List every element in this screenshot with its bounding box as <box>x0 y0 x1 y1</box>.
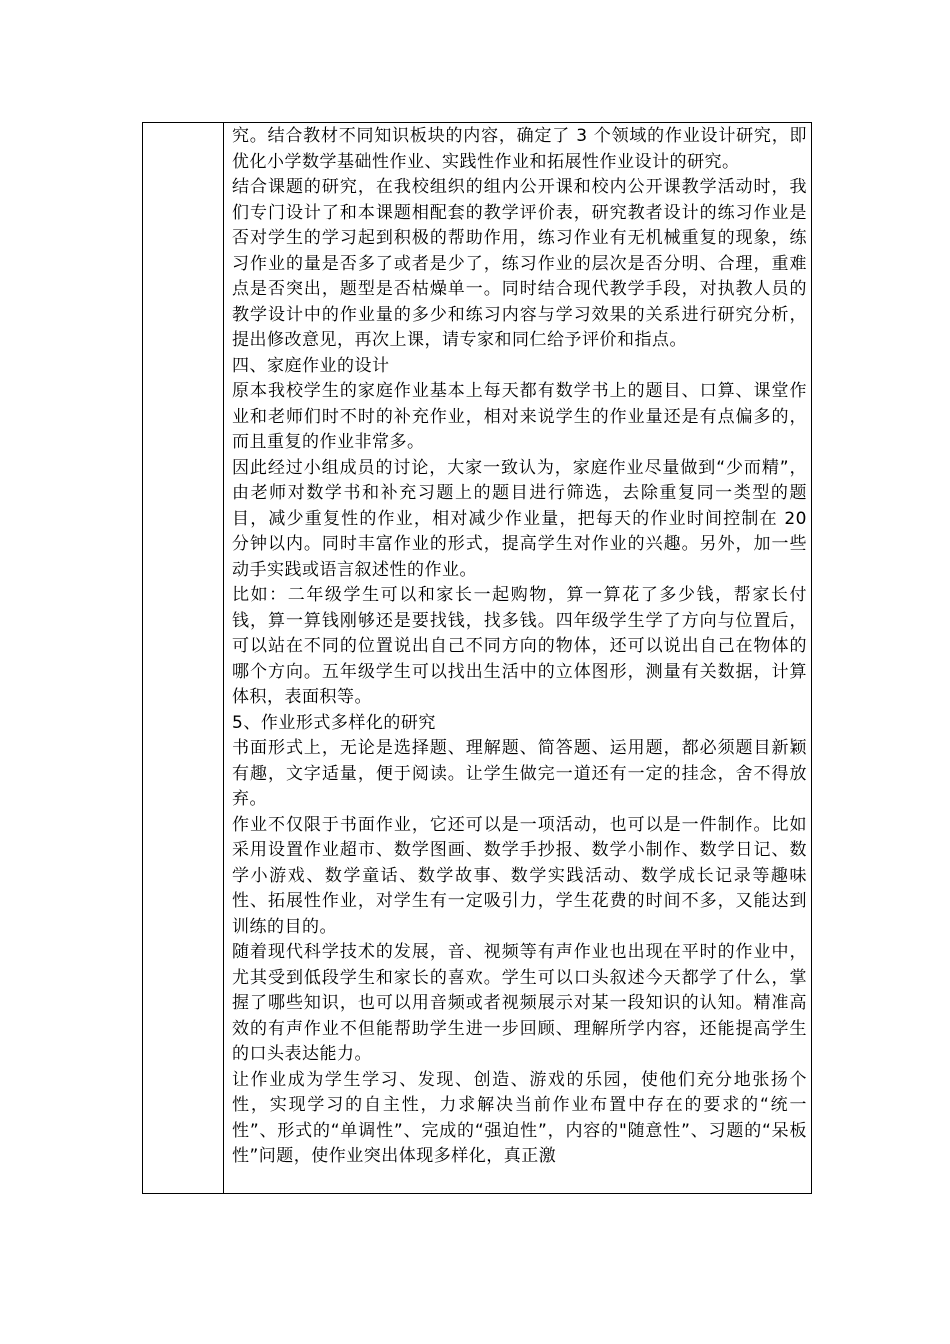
section-heading-diversity: 5、作业形式多样化的研究 <box>232 712 436 733</box>
paragraph-5: 比如：二年级学生可以和家长一起购物，算一算花了多少钱，帮家长付钱，算一算钱刚够还是要找钱，找多钱。四年级学生学了方向与位置后，可以站在不同的位置说出自己不同方向的物体，还可以说出自己在物体的哪个方向。五年级学生可以找出生活中的立体图形，测量有关数据，计算体积，表面积等。 <box>232 585 807 707</box>
section-heading-home-work: 四、家庭作业的设计 <box>232 355 390 376</box>
paragraph-6: 书面形式上，无论是选择题、理解题、简答题、运用题，都必须题目新颖有趣，文字适量，便于阅读。让学生做完一道还有一定的挂念，舍不得放弃。 <box>232 738 807 809</box>
paragraph-4: 因此经过小组成员的讨论，大家一致认为，家庭作业尽量做到“少而精”，由老师对数学书和补充习题上的题目进行筛选，去除重复同一类型的题目，减少重复性的作业，相对减少作业量，把每天的作业时间控制在 20 分钟以内。同时丰富作业的形式，提高学生对作业的兴趣。另外，加一些动手实践或语言叙述性的作业。 <box>232 457 807 580</box>
paragraph-3: 原本我校学生的家庭作业基本上每天都有数学书上的题目、口算、课堂作业和老师们时不时的补充作业，相对来说学生的作业量还是有点偏多的，而且重复的作业非常多。 <box>232 381 807 452</box>
paragraph-8: 随着现代科学技术的发展，音、视频等有声作业也出现在平时的作业中，尤其受到低段学生和家长的喜欢。学生可以口头叙述今天都学了什么，掌握了哪些知识，也可以用音频或者视频展示对某一段知识的认知。精准高效的有声作业不但能帮助学生进一步回顾、理解所学内容，还能提高学生的口头表达能力。 <box>232 942 807 1064</box>
content-table <box>142 122 812 1194</box>
paragraph-9: 让作业成为学生学习、发现、创造、游戏的乐园，使他们充分地张扬个性，实现学习的自主性，力求解决当前作业布置中存在的要求的“统一性”、形式的“单调性”、完成的“强迫性”，内容的"随意性”、习题的“呆板性”问题，使作业突出体现多样化，真正激 <box>232 1069 807 1166</box>
table-left-column <box>143 123 224 1193</box>
paragraph-1: 究。结合教材不同知识板块的内容，确定了 3 个领域的作业设计研究，即优化小学数学基础性作业、实践性作业和拓展性作业设计的研究。 <box>232 126 807 172</box>
paragraph-2: 结合课题的研究，在我校组织的组内公开课和校内公开课教学活动时，我们专门设计了和本课题相配套的教学评价表，研究教者设计的练习作业是否对学生的学习起到积极的帮助作用，练习作业有无机械重复的现象，练习作业的量是否多了或者是少了，练习作业的层次是否分明、合理，重难点是否突出，题型是否枯燥单一。同时结合现代教学手段，对执教人员的教学设计中的作业量的多少和练习内容与学习效果的关系进行研究分析，提出修改意见，再次上课，请专家和同仁给予评价和指点。 <box>232 177 807 350</box>
table-text-column <box>224 123 811 1193</box>
paragraph-7: 作业不仅限于书面作业，它还可以是一项活动，也可以是一件制作。比如采用设置作业超市、数学图画、数学手抄报、数学小制作、数学日记、数学小游戏、数学童话、数学故事、数学实践活动、数学成长记录等趣味性、拓展性作业，对学生有一定吸引力，学生花费的时间不多，又能达到训练的目的。 <box>232 814 807 937</box>
